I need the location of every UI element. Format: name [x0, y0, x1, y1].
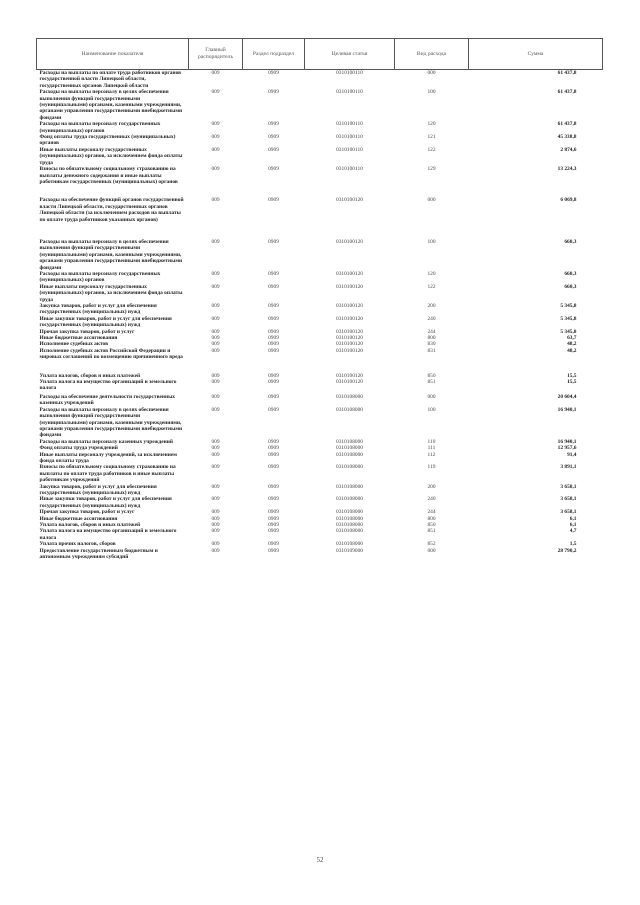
row-amount: 45 338,8: [557, 134, 577, 141]
row-section: 0909: [268, 283, 279, 290]
row-amount: 6 069,8: [560, 197, 577, 204]
row-amount: 48,2: [567, 347, 577, 354]
row-expense-type: 000: [427, 70, 436, 76]
row-manager: 009: [211, 166, 220, 173]
row-section: 0909: [268, 303, 279, 309]
row-amount: 3 658,1: [560, 496, 577, 503]
row-name: Закупка товаров, работ и услуг для обеспечения государственных (муниципальных) нужд: [39, 303, 157, 316]
table-row: [37, 528, 603, 541]
row-name: Фонд оплаты труда государственных (муниципальных) органов: [39, 134, 176, 147]
table-row: [37, 484, 603, 497]
row-manager: 009: [211, 146, 220, 153]
row-name: Иные бюджетные ассигнования: [39, 335, 118, 342]
row-section: 0909: [268, 197, 279, 204]
table-row: [37, 452, 603, 465]
row-name: Уплата налогов, сборов и иных платежей: [39, 372, 141, 379]
row-name: Закупка товаров, работ и услуг для обеспечения государственных (муниципальных) нужд: [39, 483, 157, 496]
row-section: 0909: [268, 70, 279, 76]
row-expense-type: 120: [427, 121, 436, 128]
row-expense-type: 850: [427, 522, 436, 528]
row-expense-type: 200: [427, 483, 436, 490]
row-manager: 009: [211, 328, 220, 335]
row-target-item: 0310100110: [336, 70, 363, 76]
table-row: [37, 496, 603, 509]
row-target-item: 0310108000: [336, 483, 363, 490]
row-target-item: 0310100110: [336, 121, 363, 128]
row-target-item: 0310108000: [336, 393, 363, 400]
row-target-item: 0310100120: [336, 303, 363, 309]
row-amount: 5 345,8: [560, 315, 577, 322]
row-manager: 009: [211, 270, 220, 277]
row-manager: 009: [211, 70, 220, 76]
row-expense-type: 800: [427, 515, 436, 522]
row-expense-type: 121: [427, 134, 436, 141]
table-row: [37, 271, 603, 284]
table-row: [37, 316, 603, 329]
row-target-item: 0310100120: [336, 372, 363, 379]
row-name: Расходы на выплаты персоналу государственных (муниципальных) органов: [39, 121, 161, 134]
row-section: 0909: [268, 328, 279, 335]
row-name: Уплата прочих налогов, сборов: [39, 541, 116, 548]
header-amount: Сумма: [469, 39, 603, 70]
row-name: Взносы по обязательному социальному страхованию на выплаты по оплате труда работников и иные выплаты работникам учреждений: [39, 464, 176, 484]
row-amount: 3 891,1: [560, 464, 577, 471]
page-number: 52: [316, 856, 324, 864]
row-manager: 009: [211, 445, 220, 452]
table-row: [37, 379, 603, 393]
row-manager: 009: [211, 347, 220, 354]
table-header-row: [37, 39, 603, 70]
row-target-item: 0310100120: [336, 315, 363, 322]
table-row: [37, 367, 603, 379]
row-name: Прочая закупка товаров, работ и услуг: [39, 328, 135, 335]
row-amount: 61 437,8: [557, 89, 577, 96]
row-section: 0909: [268, 406, 279, 413]
row-name: Уплата налога на имущество организаций и земельного налога: [39, 528, 177, 541]
row-expense-type: 240: [427, 496, 436, 503]
row-manager: 009: [211, 393, 220, 400]
row-manager: 009: [211, 515, 220, 522]
row-manager: 009: [211, 197, 220, 204]
row-expense-type: 240: [427, 315, 436, 322]
row-section: 0909: [268, 393, 279, 400]
table-row: [37, 231, 603, 271]
row-section: 0909: [268, 166, 279, 173]
row-target-item: 0310108000: [336, 496, 363, 503]
row-section: 0909: [268, 509, 279, 516]
table-row: [37, 393, 603, 407]
row-expense-type: 100: [427, 238, 436, 245]
row-manager: 009: [211, 372, 220, 379]
row-manager: 009: [211, 341, 220, 348]
row-name: Расходы на выплаты персоналу в целях обеспечения выполнения функций государственными (муниципальными) органами, казенными учреждениями, органами управления государственными внебюджетными фондами: [39, 238, 183, 271]
row-manager: 009: [211, 89, 220, 96]
row-expense-type: 800: [427, 335, 436, 342]
row-amount: 3 658,1: [560, 483, 577, 490]
row-expense-type: 830: [427, 341, 436, 348]
row-expense-type: 129: [427, 166, 436, 173]
row-manager: 009: [211, 438, 220, 445]
row-target-item: 0310100120: [336, 328, 363, 335]
row-target-item: 0310108000: [336, 541, 363, 548]
row-amount: 2 874,6: [560, 146, 577, 153]
row-name: Иные выплаты персоналу государственных (муниципальных) органов, за исключением фонда оплаты труда: [39, 146, 183, 166]
row-section: 0909: [268, 483, 279, 490]
row-target-item: 0310108000: [336, 528, 363, 535]
row-target-item: 0310108000: [336, 438, 363, 445]
row-expense-type: 122: [427, 283, 436, 290]
row-section: 0909: [268, 146, 279, 153]
table-row: [37, 121, 603, 134]
row-section: 0909: [268, 379, 279, 386]
row-target-item: 0310109000: [336, 547, 363, 554]
row-name: Исполнение судебных актов Российской Федерации и мировых соглашений по возмещению причиненного вреда: [39, 347, 183, 361]
row-amount: 61 437,8: [557, 121, 577, 128]
row-name: Расходы на обеспечение деятельности государственных казенных учреждений: [39, 393, 176, 407]
row-name: Фонд оплаты труда учреждений: [39, 445, 118, 452]
row-section: 0909: [268, 496, 279, 503]
row-section: 0909: [268, 464, 279, 471]
row-amount: 13 224,3: [557, 166, 577, 173]
row-amount: 660,3: [564, 270, 577, 277]
row-amount: 20 604,4: [557, 393, 577, 400]
row-expense-type: 852: [427, 541, 436, 548]
row-amount: 91,4: [567, 451, 577, 458]
row-target-item: 0310100110: [336, 134, 363, 141]
row-name: Расходы на выплаты персоналу государственных (муниципальных) органов: [39, 270, 161, 284]
row-section: 0909: [268, 515, 279, 522]
row-section: 0909: [268, 238, 279, 245]
row-section: 0909: [268, 89, 279, 96]
row-expense-type: 851: [427, 528, 436, 535]
row-section: 0909: [268, 451, 279, 458]
row-section: 0909: [268, 528, 279, 535]
row-amount: 6,1: [569, 522, 577, 528]
row-name: Иные закупки товаров, работ и услуг для обеспечения государственных (муниципальных) нужд: [39, 496, 172, 509]
row-expense-type: 200: [427, 303, 436, 309]
row-section: 0909: [268, 522, 279, 528]
budget-document: [36, 38, 602, 560]
row-expense-type: 112: [427, 451, 436, 458]
row-expense-type: 000: [427, 197, 436, 204]
table-row: [37, 407, 603, 439]
header-target-item: Целевая статья: [305, 39, 395, 70]
row-expense-type: 122: [427, 146, 436, 153]
row-expense-type: 110: [427, 438, 436, 445]
row-target-item: 0310100110: [336, 166, 363, 173]
table-body: [37, 70, 603, 561]
row-name: Иные закупки товаров, работ и услуг для обеспечения государственных (муниципальных) нужд: [39, 315, 172, 329]
row-section: 0909: [268, 445, 279, 452]
row-manager: 009: [211, 121, 220, 128]
row-expense-type: 120: [427, 270, 436, 277]
row-target-item: 0310100120: [336, 347, 363, 354]
table-row: [37, 147, 603, 166]
row-section: 0909: [268, 372, 279, 379]
row-amount: 5 345,8: [560, 303, 577, 309]
row-amount: 660,3: [564, 238, 577, 245]
row-name: Расходы на обеспечение функций органов государственной власти Липецкой области, государственных органов Липецкой области (за исключением расходов на выплаты по оплате труда работников указанных органов): [39, 197, 184, 223]
row-target-item: 0310100120: [336, 341, 363, 348]
row-manager: 009: [211, 547, 220, 554]
row-amount: 48,2: [567, 341, 577, 348]
row-name: Взносы по обязательному социальному страхованию на выплаты денежного содержания и иные выплаты работникам государственных (муниципальных) органов: [39, 166, 178, 185]
table-row: [37, 89, 603, 121]
row-expense-type: 100: [427, 406, 436, 413]
row-target-item: 0310108000: [336, 464, 363, 471]
row-target-item: 0310100110: [336, 89, 363, 96]
row-section: 0909: [268, 347, 279, 354]
row-section: 0909: [268, 315, 279, 322]
row-target-item: 0310100110: [336, 146, 363, 153]
row-name: Расходы на выплаты персоналу казенных учреждений: [39, 438, 173, 445]
row-name: Исполнение судебных актов: [39, 341, 108, 348]
row-amount: 15,5: [567, 379, 577, 386]
budget-table: [36, 38, 603, 560]
row-section: 0909: [268, 547, 279, 554]
header-name: Наименование показателя: [37, 39, 189, 70]
row-target-item: 0310100120: [336, 283, 363, 290]
table-row: [37, 348, 603, 367]
row-target-item: 0310108000: [336, 445, 363, 452]
row-expense-type: 000: [427, 547, 436, 554]
row-expense-type: 111: [427, 445, 436, 452]
row-expense-type: 244: [427, 328, 436, 335]
row-amount: 6,1: [569, 515, 577, 522]
row-target-item: 0310100120: [336, 197, 363, 204]
row-section: 0909: [268, 270, 279, 277]
row-expense-type: 831: [427, 347, 436, 354]
header-section: Раздел подраздел: [243, 39, 305, 70]
row-amount: 5 345,8: [560, 328, 577, 335]
row-section: 0909: [268, 335, 279, 342]
row-expense-type: 100: [427, 89, 436, 96]
row-amount: 15,5: [567, 372, 577, 379]
row-amount: 660,3: [564, 283, 577, 290]
row-amount: 4,7: [569, 528, 577, 535]
row-target-item: 0310100120: [336, 270, 363, 277]
row-name: Расходы на выплаты персоналу в целях обеспечения выполнения функций государственными (муниципальными) органами, казенными учреждениями, органами управления государственными внебюджетными фондами: [39, 406, 183, 439]
table-row: [37, 134, 603, 147]
row-target-item: 0310100120: [336, 238, 363, 245]
row-target-item: 0310100120: [336, 379, 363, 386]
row-amount: 1,5: [569, 541, 577, 548]
table-row: [37, 548, 603, 561]
row-name: Расходы на выплаты по оплате труда работников органов государственной власти Липецкой области, государственных органов Липецкой области: [39, 70, 182, 89]
row-expense-type: 851: [427, 379, 436, 386]
row-expense-type: 119: [427, 464, 436, 471]
table-row: [37, 191, 603, 231]
row-manager: 009: [211, 496, 220, 503]
row-section: 0909: [268, 121, 279, 128]
row-amount: 61 437,8: [557, 70, 577, 76]
row-manager: 009: [211, 379, 220, 386]
row-amount: 16 940,1: [557, 406, 577, 413]
header-expense-type: Вид расхода: [395, 39, 469, 70]
row-target-item: 0310108000: [336, 406, 363, 413]
row-expense-type: 000: [427, 393, 436, 400]
row-manager: 009: [211, 134, 220, 141]
row-name: Прочая закупка товаров, работ и услуг: [39, 509, 135, 516]
row-amount: 16 940,1: [557, 438, 577, 445]
row-target-item: 0310108000: [336, 515, 363, 522]
row-manager: 009: [211, 406, 220, 413]
row-manager: 009: [211, 335, 220, 342]
row-target-item: 0310108000: [336, 509, 363, 516]
row-target-item: 0310108000: [336, 451, 363, 458]
row-manager: 009: [211, 483, 220, 490]
row-manager: 009: [211, 238, 220, 245]
row-manager: 009: [211, 303, 220, 309]
row-manager: 009: [211, 509, 220, 516]
row-amount: 63,7: [567, 335, 577, 342]
row-name: Предоставление государственным бюджетным и автономным учреждениям субсидий: [39, 547, 158, 561]
row-manager: 009: [211, 451, 220, 458]
row-name: Уплата налога на имущество организаций и земельного налога: [39, 379, 177, 392]
row-manager: 009: [211, 283, 220, 290]
row-section: 0909: [268, 134, 279, 141]
row-name: Расходы на выплаты персоналу в целях обеспечения выполнения функций государственными (муниципальными) органами, казенными учреждениями, органами управления государственными внебюджетными фондами: [39, 89, 183, 121]
row-name: Уплата налогов, сборов и иных платежей: [39, 522, 141, 528]
row-target-item: 0310108000: [336, 522, 363, 528]
row-manager: 009: [211, 315, 220, 322]
row-section: 0909: [268, 541, 279, 548]
row-manager: 009: [211, 528, 220, 535]
row-expense-type: 244: [427, 509, 436, 516]
row-section: 0909: [268, 341, 279, 348]
row-amount: 3 658,1: [560, 509, 577, 516]
table-row: [37, 284, 603, 303]
row-name: Иные выплаты персоналу государственных (муниципальных) органов, за исключением фонда оплаты труда: [39, 283, 183, 303]
row-expense-type: 850: [427, 372, 436, 379]
header-manager: Главный распорядитель: [189, 39, 243, 70]
row-manager: 009: [211, 541, 220, 548]
table-row: [37, 70, 603, 90]
row-amount: 28 790,2: [557, 547, 577, 554]
table-row: [37, 464, 603, 483]
row-section: 0909: [268, 438, 279, 445]
row-name: Иные выплаты персоналу учреждений, за исключением фонда оплаты труда: [39, 451, 177, 464]
row-amount: 12 957,6: [557, 445, 577, 452]
row-name: Иные бюджетные ассигнования: [39, 515, 118, 522]
table-row: [37, 166, 603, 191]
row-manager: 009: [211, 464, 220, 471]
row-manager: 009: [211, 522, 220, 528]
row-target-item: 0310100120: [336, 335, 363, 342]
table-row: [37, 303, 603, 316]
